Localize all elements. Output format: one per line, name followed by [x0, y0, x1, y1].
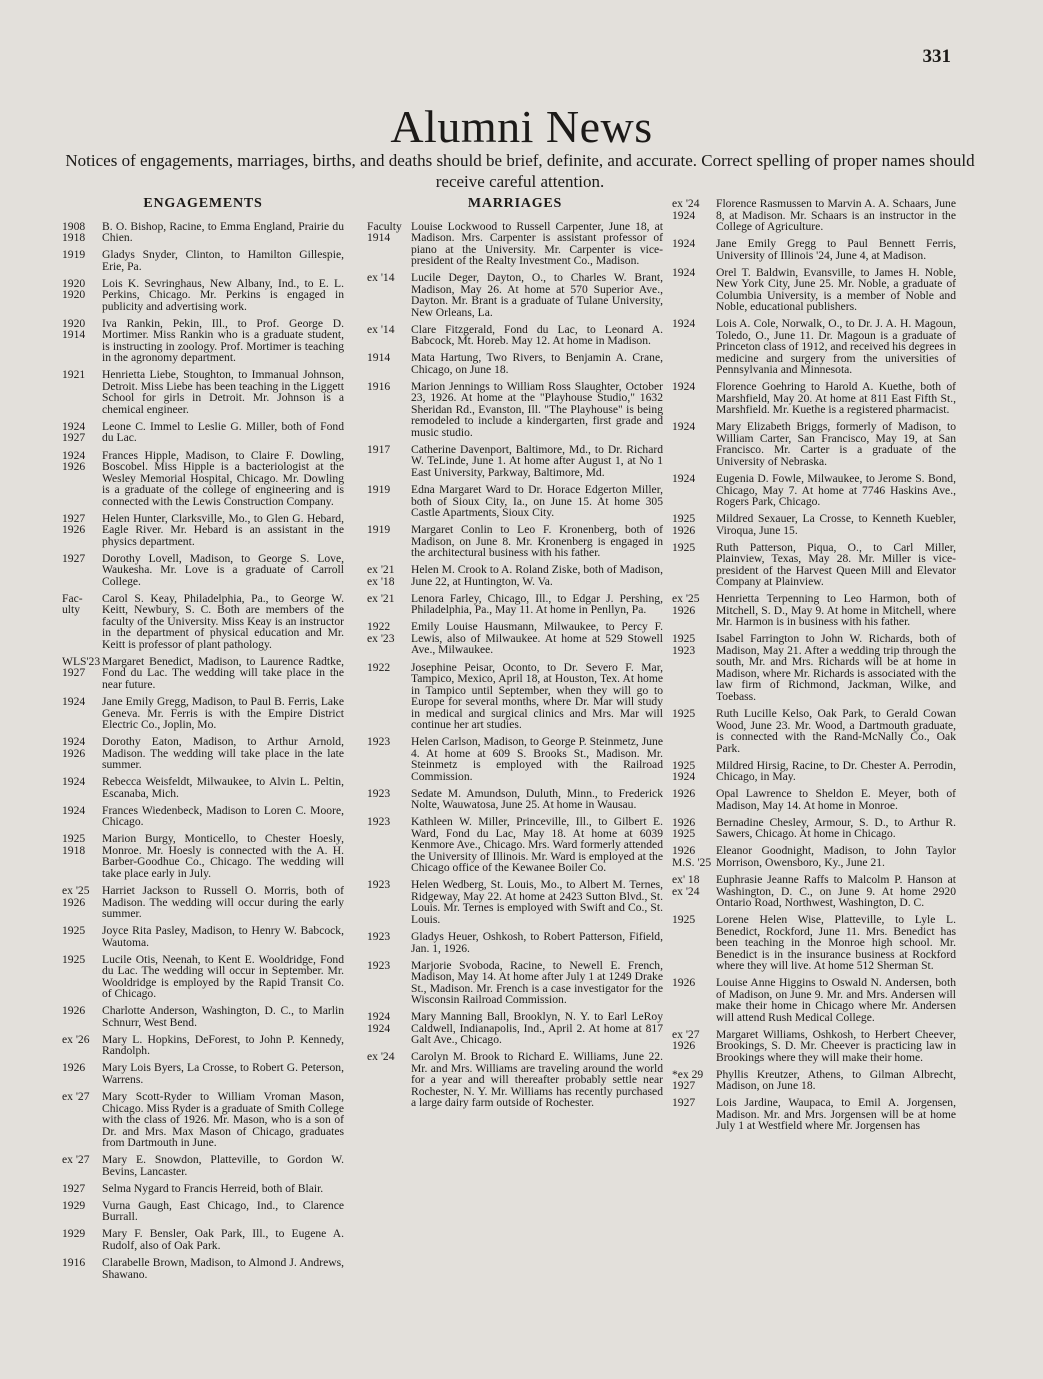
notice-text: Helen Carlson, Madison, to George P. Steinmetz, June 4. At home at 609 S. Brooks St., Madison. Mr. Steinmetz is employed with the Railroad Commission. [411, 735, 663, 783]
notice-text: Eugenia D. Fowle, Milwaukee, to Jerome S. Bond, Chicago, May 7. At home at 7746 Haskins Ave., Rogers Park, Chicago. [716, 472, 956, 509]
page-title: Alumni News [390, 101, 653, 152]
class-year: 1926 [62, 1004, 86, 1018]
notice-entry [62, 1228, 344, 1251]
class-year: 1929 [62, 1198, 86, 1212]
notice-entry [672, 708, 956, 754]
class-year: 1925 [62, 924, 86, 938]
class-year: 1927 [672, 1096, 696, 1110]
class-year: 1923 [367, 815, 391, 829]
notice-text: Selma Nygard to Francis Herreid, both of Blair. [102, 1181, 324, 1195]
class-year: ex '24 [367, 1050, 395, 1064]
class-year: ex' 18 ex '24 [672, 873, 700, 898]
notice-entry [62, 1062, 344, 1085]
notice-text: Carolyn M. Brook to Richard E. Williams, June 22. Mr. and Mrs. Williams are traveling around the world for a year and will thereafter probably settle near Rochester, N. Y. Mr. Williams has recently purchased a large dairy farm outside of Rochester. [411, 1050, 663, 1110]
notice-text: Mary F. Bensler, Oak Park, Ill., to Eugene A. Rudolf, also of Oak Park. [102, 1227, 344, 1252]
class-year: Fac- ulty [62, 591, 83, 617]
notice-entry [672, 1029, 956, 1064]
class-year: 1924 [672, 237, 696, 251]
notice-text: Opal Lawrence to Sheldon E. Meyer, both of Madison, May 14. At home in Monroe. [716, 787, 956, 812]
notice-entry [672, 1069, 956, 1092]
notice-entry [367, 524, 663, 559]
class-year: WLS'23 1927 [62, 654, 101, 680]
class-year: 1923 [367, 958, 391, 972]
notice-text: Margaret Conlin to Leo F. Kronenberg, both of Madison, on June 8. Mr. Kronenberg is engaged in the architectural business with his father. [411, 523, 663, 560]
notice-text: Dorothy Eaton, Madison, to Arthur Arnold, Madison. The wedding will take place in the late summer. [102, 735, 344, 772]
notice-entry [62, 1154, 344, 1177]
notice-text: Rebecca Weisfeldt, Milwaukee, to Alvin L. Peltin, Escanaba, Mich. [102, 775, 344, 800]
notice-entry [62, 318, 344, 364]
notice-text: Frances Hipple, Madison, to Claire F. Dowling, Boscobel. Miss Hipple is a bacteriologist at the Wesley Memorial Hospital, Chicago. Mr. Dowling is a graduate of the college of engineering and is connected with the Lewis Construction Company. [102, 448, 344, 508]
class-year: 1925 1918 [62, 832, 86, 857]
notice-entry [367, 621, 663, 656]
notice-entry [367, 484, 663, 519]
notice-text: Euphrasie Jeanne Raffs to Malcolm P. Hanson at Washington, D. C., on June 9. At home 2920 Ontario Road, Northwest, Washington, D. C. [716, 873, 956, 909]
class-year: 1924 1924 [367, 1010, 391, 1035]
notice-text: B. O. Bishop, Racine, to Emma England, Prairie du Chien. [102, 219, 344, 244]
notice-text: Mildred Sexauer, La Crosse, to Kenneth Kuebler, Viroqua, June 15. [716, 512, 956, 537]
notice-text: Marjorie Svoboda, Racine, to Newell E. French, Madison, May 14. At home after July 1 at 1249 Drake St., Madison. Mr. French is a case investigator for the Wisconsin Railroad Commission. [411, 958, 663, 1007]
notice-entry [367, 272, 663, 318]
engagements-heading: ENGAGEMENTS [143, 196, 263, 211]
notice-entry [367, 1011, 663, 1046]
notice-entry [62, 954, 344, 1000]
page-number: 331 [922, 46, 951, 67]
notice-entry [62, 1005, 344, 1028]
notice-text: Lois K. Sevringhaus, New Albany, Ind., to E. L. Perkins, Chicago. Mr. Perkins is engaged in publicity and advertising work. [102, 276, 344, 313]
notice-text: Catherine Davenport, Baltimore, Md., to Dr. Richard W. TeLinde, June 1. At home after August 1, at No 1 East University, Parkway, Baltimore, Md. [411, 442, 663, 479]
class-year: ex '26 [62, 1032, 90, 1046]
notice-text: Bernadine Chesley, Armour, S. D., to Arthur R. Sawers, Chicago. At home in Chicago. [716, 815, 956, 841]
notice-text: Mary E. Snowdon, Platteville, to Gordon W. Bevins, Lancaster. [102, 1153, 344, 1178]
notice-text: Margaret Williams, Oshkosh, to Herbert Cheever, Brookings, S. D. Mr. Cheever is practicing law in Brookings where they will make their home. [716, 1027, 956, 1064]
class-year: 1916 [62, 1256, 86, 1270]
notice-entry [672, 914, 956, 972]
class-year: 1925 [672, 707, 696, 721]
class-year: 1919 [367, 523, 391, 537]
notice-text: Helen Hunter, Clarksville, Mo., to Glen G. Hebard, Eagle River. Mr. Hebard is an assistant in the physics department. [102, 511, 344, 548]
notice-entry [367, 816, 663, 874]
notice-entry [367, 381, 663, 439]
notice-text: Lorene Helen Wise, Platteville, to Lyle L. Benedict, Rockford, June 11. Mrs. Benedict has been teaching in the Monroe high school. Mr. Benedict is in the insurance business at Rockford where they will live. At home 512 Sherman St. [716, 913, 956, 973]
notice-text: Iva Rankin, Pekin, Ill., to Prof. George D. Mortimer. Miss Rankin who is a graduate student, is instructing in zoology. Prof. Mortimer is teaching in the agronomy department. [102, 316, 344, 365]
notice-entry [62, 776, 344, 799]
notice-text: Mary L. Hopkins, DeForest, to John P. Kennedy, Randolph. [102, 1032, 344, 1058]
notice-text: Louise Anne Higgins to Oswald N. Andersen, both of Madison, on June 9. Mr. and Mrs. Andersen will make their home in Chicago where Mr. Andersen will attend Rush Medical College. [716, 976, 956, 1024]
class-year: 1916 [367, 379, 391, 393]
class-year: 1927 [62, 551, 86, 565]
notice-entry [672, 788, 956, 811]
notice-text: Joyce Rita Pasley, Madison, to Henry W. Babcock, Wautoma. [102, 924, 344, 949]
notice-text: Clare Fitzgerald, Fond du Lac, to Leonard A. Babcock, Mt. Horeb. May 12. At home in Madison. [411, 322, 663, 348]
class-year: 1924 [672, 380, 696, 394]
class-year: 1924 [672, 317, 696, 331]
notice-entry [367, 352, 663, 375]
notice-entry [672, 421, 956, 467]
notice-entry [672, 238, 956, 261]
notice-entry [62, 1183, 344, 1195]
class-year: ex '14 [367, 271, 395, 285]
notice-entry [62, 278, 344, 313]
notice-entry [62, 1200, 344, 1223]
notice-text: Gladys Snyder, Clinton, to Hamilton Gillespie, Erie, Pa. [102, 248, 344, 273]
notice-entry [367, 879, 663, 925]
class-year: 1926 [672, 787, 696, 801]
notice-entry [367, 662, 663, 731]
notice-entry [367, 788, 663, 811]
notice-text: Mary Elizabeth Briggs, formerly of Madison, to William Carter, San Francisco, May 19, at San Francisco. Mr. Carter is a graduate of the University of Nebraska. [716, 420, 956, 468]
class-year: 1917 [367, 442, 391, 456]
notice-text: Jane Emily Gregg, Madison, to Paul B. Ferris, Lake Geneva. Mr. Ferris is with the Empire District Electric Co., Joplin, Mo. [102, 695, 344, 732]
notice-entry [367, 736, 663, 782]
notice-entry [672, 267, 956, 313]
class-year: 1914 [367, 351, 391, 365]
notice-text: Henrietta Terpenning to Leo Harmon, both of Mitchell, S. D., May 9. At home in Mitchell, where Mr. Harmon is in business with his father. [716, 592, 956, 629]
class-year: 1919 [367, 483, 391, 497]
notice-text: Jane Emily Gregg to Paul Bennett Ferris, University of Illinois '24, June 4, at Madison. [716, 237, 956, 262]
notice-text: Lucile Otis, Neenah, to Kent E. Wooldridge, Fond du Lac. The wedding will occur in September. Mr. Wooldridge is employed by the Rapid Transit Co. of Chicago. [102, 952, 344, 1001]
notice-entry [62, 369, 344, 415]
notice-entry [672, 874, 956, 909]
class-year: 1923 [367, 735, 391, 749]
notice-entry [62, 656, 344, 691]
notice-entry [62, 221, 344, 244]
notice-text: Mata Hartung, Two Rivers, to Benjamin A. Crane, Chicago, on June 18. [411, 351, 663, 376]
class-year: 1924 1926 [62, 448, 86, 474]
notice-entry [62, 1034, 344, 1057]
notice-text: Louise Lockwood to Russell Carpenter, June 18, at Madison. Mrs. Carpenter is assistant professor of piano at the University. Mr. Carpenter is vice-president of the Realty Investment Co., Madison. [411, 219, 663, 267]
notice-entry [672, 593, 956, 628]
notice-entry [367, 324, 663, 347]
class-year: 1925 [672, 913, 696, 927]
notice-text: Sedate M. Amundson, Duluth, Minn., to Frederick Nolte, Wauwatosa, June 25. At home in Wausau. [411, 786, 663, 812]
notice-text: Mary Manning Ball, Brooklyn, N. Y. to Earl LeRoy Caldwell, Indianapolis, Ind., April 2. At home at 817 Galt Ave., Chicago. [411, 1010, 663, 1047]
class-year: 1922 [367, 660, 391, 674]
notice-text: Frances Wiedenbeck, Madison to Loren C. Moore, Chicago. [102, 803, 344, 829]
notice-text: Gladys Heuer, Oshkosh, to Robert Patterson, Fifield, Jan. 1, 1926. [411, 930, 663, 955]
notice-text: Charlotte Anderson, Washington, D. C., to Marlin Schnurr, West Bend. [102, 1004, 344, 1029]
class-year: ex '21 ex '18 [367, 563, 395, 588]
notice-text: Dorothy Lovell, Madison, to George S. Love, Waukesha. Mr. Love is a graduate of Carroll College. [102, 551, 344, 588]
notice-text: Ruth Patterson, Piqua, O., to Carl Miller, Plainview, Texas, May 28. Mr. Miller is vice-president of the Harvest Queen Mill and Elevator Company at Plainview. [716, 540, 956, 589]
notice-entry [62, 833, 344, 879]
notice-text: Josephine Peisar, Oconto, to Dr. Severo F. Mar, Tampico, Mexico, April 18, at Houston, Tex. At home in Tampico until September, when they will go to Europe for several months, where Dr. Mar will study in medical and surgical clinics and Mrs. Mar will continue her art studies. [411, 660, 663, 732]
notice-text: Eleanor Goodnight, Madison, to John Taylor Morrison, Owensboro, Ky., June 21. [716, 844, 956, 869]
notice-text: Florence Goehring to Harold A. Kuethe, both of Marshfield, May 20. At home at 811 East Fifth St., Marshfield. Mr. Kuethe is a registered pharmacist. [716, 380, 956, 417]
class-year: ex '14 [367, 322, 395, 336]
class-year: 1923 [367, 930, 391, 943]
notice-text: Phyllis Kreutzer, Athens, to Gilman Albrecht, Madison, on June 18. [716, 1067, 956, 1093]
notice-text: Mildred Hirsig, Racine, to Dr. Chester A. Perrodin, Chicago, in May. [716, 758, 956, 784]
marriages-column [367, 198, 663, 1114]
notice-entry [62, 885, 344, 920]
class-year: ex '21 [367, 591, 395, 605]
notice-text: Clarabelle Brown, Madison, to Almond J. Andrews, Shawano. [102, 1256, 344, 1281]
class-year: *ex 29 1927 [672, 1067, 704, 1093]
class-year: 1925 1923 [672, 632, 696, 657]
class-year: ex '27 1926 [672, 1027, 700, 1053]
class-year: 1925 [62, 952, 86, 966]
class-year: 1924 [62, 695, 86, 709]
class-year: 1924 [62, 803, 86, 817]
notice-entry [672, 1097, 956, 1132]
class-year: 1929 [62, 1227, 86, 1241]
notice-entry [62, 925, 344, 948]
class-year: 1925 1926 [672, 512, 696, 537]
notice-entry [672, 473, 956, 508]
notice-entry [367, 564, 663, 587]
class-year: 1919 [62, 248, 86, 262]
class-year: 1923 [367, 786, 391, 800]
notice-entry [367, 960, 663, 1006]
notice-entry [62, 450, 344, 508]
notice-entry [672, 318, 956, 376]
notice-entry [367, 931, 663, 954]
class-year: ex '25 1926 [672, 592, 700, 617]
class-year: 1927 1926 [62, 511, 86, 537]
notice-entry [672, 542, 956, 588]
notice-entry [672, 198, 956, 233]
notice-text: Kathleen W. Miller, Princeville, Ill., to Gilbert E. Ward, Fond du Lac, May 18. At home at 6039 Kenmore Ave., Chicago. Mrs. Ward formerly attended the University of Illinois. Mr. Ward is employed at the Chicago office of the Kewanee Boiler Co. [411, 815, 663, 875]
notice-text: Lucile Deger, Dayton, O., to Charles W. Brant, Madison, May 26. At home at 570 Superior Ave., Dayton. Mr. Brant is a graduate of Tulane University, New Orleans, La. [411, 271, 663, 319]
notice-text: Henrietta Liebe, Stoughton, to Immanual Johnson, Detroit. Miss Liebe has been teaching in the Liggett School for girls in Detroit. Mr. Johnson is a chemical engineer. [102, 368, 344, 416]
class-year: Faculty 1914 [367, 219, 402, 244]
notice-entry [672, 513, 956, 536]
notice-entry [62, 421, 344, 444]
class-year: 1925 [672, 540, 696, 554]
class-year: 1922 ex '23 [367, 620, 395, 645]
notice-entry [672, 845, 956, 868]
class-year: 1920 1920 [62, 276, 86, 302]
class-year: 1924 [62, 775, 86, 789]
class-year: 1924 [672, 472, 696, 486]
notice-text: Lois Jardine, Waupaca, to Emil A. Jorgensen, Madison. Mr. and Mrs. Jorgensen will be at home July 1 at Westfield where Mr. Jorgensen has [716, 1096, 956, 1133]
class-year: 1921 [62, 368, 86, 382]
class-year: 1927 [62, 1181, 86, 1195]
notice-text: Helen M. Crook to A. Roland Ziske, both of Madison, June 22, at Huntington, W. Va. [411, 563, 663, 588]
marriages-heading: MARRIAGES [467, 196, 563, 211]
notice-text: Edna Margaret Ward to Dr. Horace Edgerton Miller, both of Sioux City, Ia., on June 15. At home 305 Castle Apartments, Sioux City. [411, 483, 663, 520]
notice-text: Mary Lois Byers, La Crosse, to Robert G. Peterson, Warrens. [102, 1061, 344, 1086]
intro-notice: Notices of engagements, marriages, births, and deaths should be brief, definite, and accurate. Correct spelling of proper names should receive careful attention. [65, 151, 975, 191]
notice-entry [62, 805, 344, 828]
notice-text: Isabel Farrington to John W. Richards, both of Madison, May 21. After a wedding trip through the south, Mr. and Mrs. Richards will be at home in Madison, where Mr. Richards is associated with the law firm of Richmond, Jackman, Wilke, and Toebass. [716, 632, 956, 703]
notice-text: Orel T. Baldwin, Evansville, to James H. Noble, New York City, June 25. Mr. Noble, a graduate of Columbia University, is a member of Noble and Noble, educational publishers. [716, 265, 956, 314]
class-year: 1926 M.S. '25 [672, 844, 712, 869]
class-year: 1920 1914 [62, 316, 86, 342]
notice-entry [62, 593, 344, 651]
class-year: ex '24 1924 [672, 197, 700, 222]
engagements-column [62, 198, 344, 1286]
notice-entry [62, 513, 344, 548]
notice-entry [367, 444, 663, 479]
notice-entry [62, 249, 344, 272]
notice-text: Florence Rasmussen to Marvin A. A. Schaars, June 8, at Madison. Mr. Schaars is an instructor in the College of Agriculture. [716, 197, 956, 233]
notice-entry [367, 1051, 663, 1109]
class-year: ex '25 1926 [62, 884, 90, 909]
notice-entry [672, 381, 956, 416]
notice-entry [62, 696, 344, 731]
notice-text: Helen Wedberg, St. Louis, Mo., to Albert M. Ternes, Ridgeway, May 22. At home at 2423 Sutton Blvd., St. Louis. Mr. Ternes is employed with Swift and Co., St. Louis. [411, 878, 663, 926]
notice-entry [62, 1091, 344, 1149]
class-year: 1926 1925 [672, 815, 696, 841]
class-year: 1924 [672, 265, 696, 279]
class-year: ex '27 [62, 1090, 90, 1104]
class-year: 1923 [367, 878, 391, 892]
notice-entry [672, 633, 956, 702]
class-year: 1926 [62, 1061, 86, 1075]
notice-text: Harriet Jackson to Russell O. Morris, both of Madison. The wedding will occur during the early summer. [102, 884, 344, 920]
notice-text: Margaret Benedict, Madison, to Laurence Radtke, Fond du Lac. The wedding will take place in the near future. [102, 654, 344, 691]
class-year: 1908 1918 [62, 219, 86, 244]
notice-entry [672, 817, 956, 840]
class-year: 1924 1926 [62, 735, 86, 760]
notice-entry [367, 221, 663, 267]
notice-text: Lois A. Cole, Norwalk, O., to Dr. J. A. H. Magoun, Toledo, O., June 11. Dr. Magoun is a graduate of Princeton class of 1912, and received his degrees in medicine and surgery from the universities of Pennsylvania and Minnesota. [716, 317, 956, 377]
class-year: ex '27 [62, 1153, 90, 1167]
notice-text: Vurna Gaugh, East Chicago, Ind., to Clarence Burrall. [102, 1198, 344, 1224]
notice-text: Marion Jennings to William Ross Slaughter, October 23, 1926. At home at the "Playhouse Studio," 1632 Sheridan Rd., Evanston, Ill. "The Playhouse" is being remodeled to include a kindergarten, first grade and music studio. [411, 379, 663, 439]
class-year: 1924 [672, 420, 696, 434]
notice-entry [672, 760, 956, 783]
notice-text: Emily Louise Hausmann, Milwaukee, to Percy F. Lewis, also of Milwaukee. At home at 529 Stowell Ave., Milwaukee. [411, 620, 663, 657]
notice-text: Leone C. Immel to Leslie G. Miller, both of Fond du Lac. [102, 419, 344, 445]
notice-text: Ruth Lucille Kelso, Oak Park, to Gerald Cowan Wood, June 23. Mr. Wood, a Dartmouth graduate, is connected with the Rand-McNally Co., Oak Park. [716, 707, 956, 755]
class-year: 1924 1927 [62, 419, 86, 445]
notice-text: Carol S. Keay, Philadelphia, Pa., to George W. Keitt, Newbury, S. C. Both are members of the faculty of the University. Miss Keay is an instructor in the department of physical education and Mr. Keitt is professor of plant pathology. [102, 591, 344, 651]
notice-entry [62, 736, 344, 771]
class-year: 1925 1924 [672, 758, 696, 784]
notice-text: Marion Burgy, Monticello, to Chester Hoesly, Monroe. Mr. Hoesly is connected with the A. H. Barber-Goodhue Co., Chicago. The wedding will take place early in July. [102, 832, 344, 880]
notice-text: Lenora Farley, Chicago, Ill., to Edgar J. Pershing, Philadelphia, Pa., May 11. At home in Penllyn, Pa. [411, 591, 663, 617]
notice-entry [672, 977, 956, 1023]
notice-entry [367, 593, 663, 616]
notice-text: Mary Scott-Ryder to William Vroman Mason, Chicago. Miss Ryder is a graduate of Smith College with the class of 1926. Mr. Mason, who is a son of Dr. and Mrs. Max Mason of Chicago, graduates from Dartmouth in June. [102, 1090, 344, 1150]
class-year: 1926 [672, 976, 696, 990]
notice-entry [62, 1257, 344, 1280]
notice-entry [62, 553, 344, 588]
marriages-continued-column [672, 198, 956, 1138]
